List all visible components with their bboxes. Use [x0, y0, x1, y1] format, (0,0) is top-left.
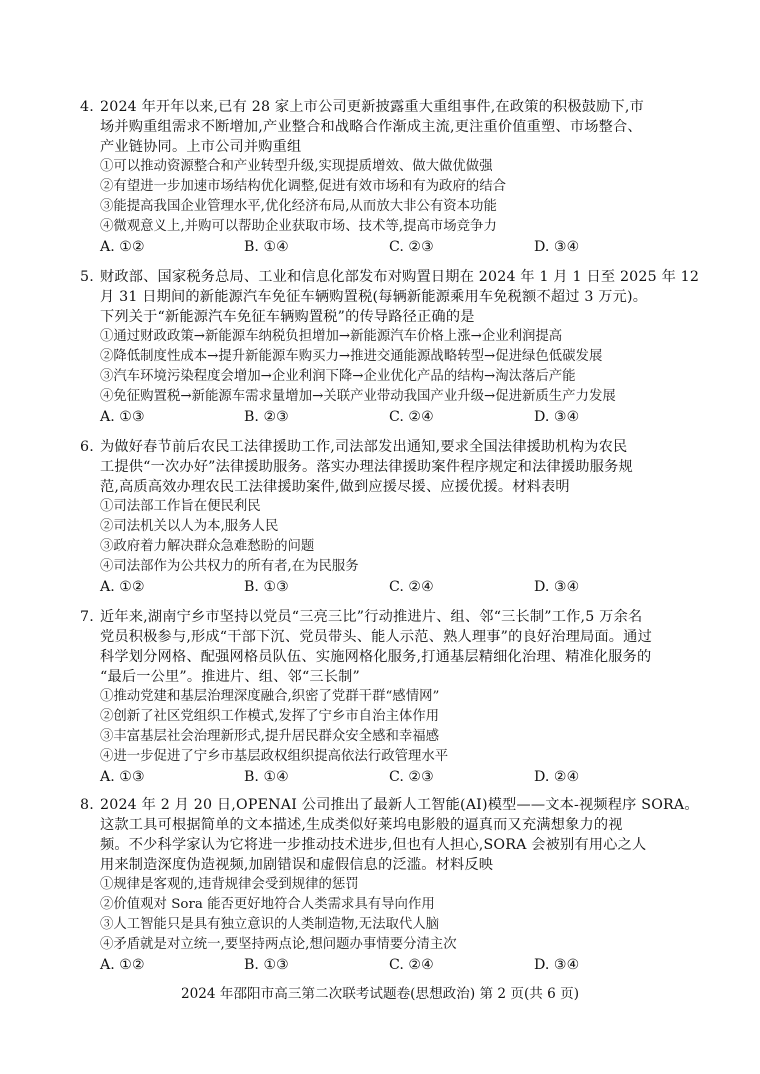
choice-c[interactable]: C. ②④ — [389, 409, 434, 425]
choice-b[interactable]: B. ①③ — [244, 579, 289, 595]
question-stem-line: 用来制造深度伪造视频,加剧错误和虚假信息的泛滥。材料反映 — [100, 857, 494, 873]
statement-3: ③能提高我国企业管理水平,优化经济布局,从而放大非公有资本功能 — [100, 199, 497, 214]
question-stem-line: 党员积极参与,形成“干部下沉、党员带头、能人示范、熟人理事”的良好治理局面。通过 — [100, 629, 652, 645]
statement-2: ②创新了社区党组织工作模式,发挥了宁乡市自治主体作用 — [100, 709, 440, 724]
question-stem-line: 下列关于“新能源汽车免征车辆购置税”的传导路径正确的是 — [100, 309, 475, 325]
question-stem-line: 2024 年开年以来,已有 28 家上市公司更新披露重大重组事件,在政策的积极鼓励下,市 — [100, 99, 645, 115]
choice-a[interactable]: A. ①② — [100, 239, 145, 255]
statement-3: ③政府着力解决群众急难愁盼的问题 — [100, 539, 315, 554]
choice-d[interactable]: D. ③④ — [534, 239, 580, 255]
question-stem-line: 财政部、国家税务总局、工业和信息化部发布对购置日期在 2024 年 1 月 1 日至 2025 年 12 — [100, 269, 700, 285]
question-number: 8. — [80, 797, 94, 813]
choice-a[interactable]: A. ①② — [100, 579, 145, 595]
answer-choices — [82, 407, 694, 427]
statement-1: ①可以推动资源整合和产业转型升级,实现提质增效、做大做优做强 — [100, 159, 493, 174]
question-stem-line: 月 31 日期间的新能源汽车免征车辆购置税(每辆新能源乘用车免税额不超过 3 万元)。 — [100, 289, 648, 305]
statement-3: ③汽车环境污染程度会增加→企业利润下降→企业优化产品的结构→淘汰落后产能 — [100, 369, 576, 384]
question-stem-line: 这款工具可根据简单的文本描述,生成类似好莱坞电影般的逼真而又充满想象力的视 — [100, 817, 623, 833]
choice-d[interactable]: D. ③④ — [534, 579, 580, 595]
question-8 — [80, 795, 699, 975]
statement-2: ②价值观对 Sora 能否更好地符合人类需求具有导向作用 — [100, 897, 435, 912]
statement-4: ④进一步促进了宁乡市基层政权组织提高依法行政管理水平 — [100, 749, 449, 764]
statement-1: ①规律是客观的,违背规律会受到规律的惩罚 — [100, 877, 359, 892]
question-stem-line: 场并购重组需求不断增加,产业整合和战略合作渐成主流,更注重价值重塑、市场整合、 — [100, 119, 642, 135]
answer-choices — [82, 237, 694, 257]
question-number: 4. — [80, 99, 94, 115]
statement-2: ②降低制度性成本→提升新能源车购买力→推进交通能源战略转型→促进绿色低碳发展 — [100, 349, 603, 364]
question-stem-line: 近年来,湖南宁乡市坚持以党员“三亮三比”行动推进片、组、邻“三长制”工作,5 万余名 — [100, 609, 643, 625]
answer-choices — [82, 955, 694, 975]
question-number: 7. — [80, 609, 94, 625]
statement-2: ②司法机关以人为本,服务人民 — [100, 519, 279, 534]
statement-4: ④免征购置税→新能源车需求量增加→关联产业带动我国产业升级→促进新质生产力发展 — [100, 389, 616, 404]
statement-1: ①通过财政政策→新能源车纳税负担增加→新能源汽车价格上涨→企业利润提高 — [100, 329, 563, 344]
answer-choices — [82, 767, 694, 787]
question-stem-line: 范,高质高效办理农民工法律援助案件,做到应援尽援、应援优援。材料表明 — [100, 479, 570, 495]
question-stem-line: 频。不少科学家认为它将进一步推动技术进步,但也有人担心,SORA 会被别有用心之人 — [100, 837, 647, 853]
question-number: 6. — [80, 439, 94, 455]
question-stem-line: 2024 年 2 月 20 日,OPENAI 公司推出了最新人工智能(AI)模型——文本-视频程序 SORA。 — [100, 797, 699, 813]
choice-b[interactable]: B. ②③ — [244, 409, 289, 425]
choice-c[interactable]: C. ②③ — [389, 769, 434, 785]
question-stem-line: 科学划分网格、配强网格员队伍、实施网格化服务,打通基层精细化治理、精准化服务的 — [100, 649, 652, 665]
choice-b[interactable]: B. ①④ — [244, 239, 289, 255]
statement-4: ④微观意义上,并购可以帮助企业获取市场、技术等,提高市场竞争力 — [100, 219, 497, 234]
choice-a[interactable]: A. ①③ — [100, 769, 145, 785]
statement-1: ①司法部工作旨在便民利民 — [100, 499, 261, 514]
question-4 — [82, 97, 694, 257]
question-number: 5. — [80, 269, 94, 285]
statement-4: ④矛盾就是对立统一,要坚持两点论,想问题办事情要分清主次 — [100, 937, 457, 952]
statement-2: ②有望进一步加速市场结构优化调整,促进有效市场和有为政府的结合 — [100, 179, 506, 194]
question-5 — [80, 267, 700, 427]
question-stem-line: 为做好春节前后农民工法律援助工作,司法部发出通知,要求全国法律援助机构为农民 — [100, 439, 628, 455]
statement-1: ①推动党建和基层治理深度融合,织密了党群干群“感情网” — [100, 689, 440, 704]
choice-c[interactable]: C. ②③ — [389, 239, 434, 255]
choice-b[interactable]: B. ①③ — [244, 957, 289, 973]
choice-a[interactable]: A. ①③ — [100, 409, 145, 425]
choice-c[interactable]: C. ②④ — [389, 579, 434, 595]
choice-d[interactable]: D. ③④ — [534, 957, 580, 973]
answer-choices — [82, 577, 694, 597]
choice-b[interactable]: B. ①④ — [244, 769, 289, 785]
statement-3: ③丰富基层社会治理新形式,提升居民群众安全感和幸福感 — [100, 729, 440, 744]
question-stem-line: “最后一公里”。推进片、组、邻“三长制” — [100, 669, 361, 685]
question-stem-line: 工提供“一次办好”法律援助服务。落实办理法律援助案件程序规定和法律援助服务规 — [100, 459, 633, 475]
choice-a[interactable]: A. ①② — [100, 957, 145, 973]
statement-4: ④司法部作为公共权力的所有者,在为民服务 — [100, 559, 359, 574]
choice-d[interactable]: D. ②④ — [534, 769, 580, 785]
question-7 — [82, 607, 694, 787]
question-6 — [82, 437, 694, 597]
choice-d[interactable]: D. ③④ — [534, 409, 580, 425]
page-footer: 2024 年邵阳市高三第二次联考试题卷(思想政治) 第 2 页(共 6 页) — [180, 986, 580, 1002]
statement-3: ③人工智能只是具有独立意识的人类制造物,无法取代人脑 — [100, 917, 440, 932]
question-stem-line: 产业链协同。上市公司并购重组 — [100, 139, 302, 155]
choice-c[interactable]: C. ②④ — [389, 957, 434, 973]
